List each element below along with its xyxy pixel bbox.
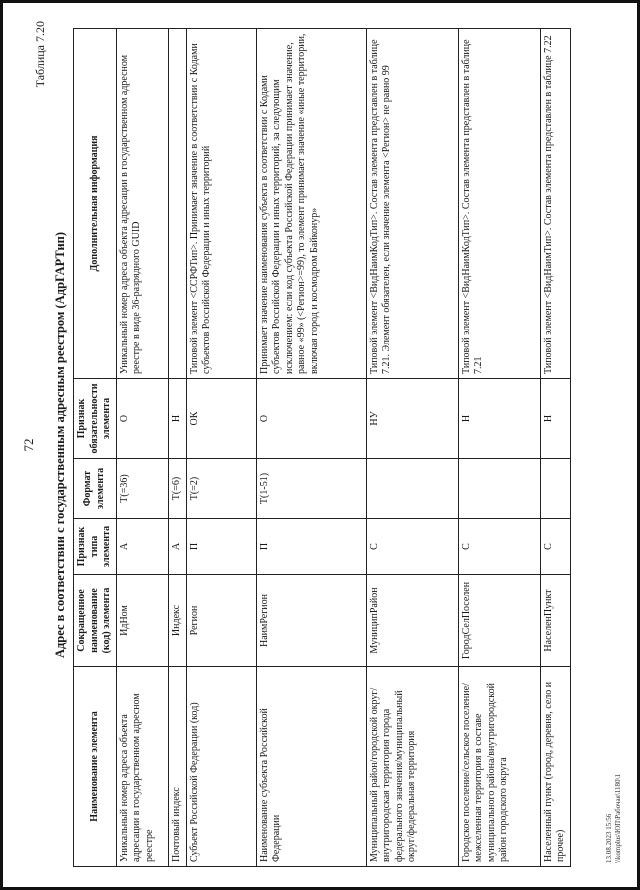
cell-format: [458, 459, 540, 519]
file-footnote: [605, 774, 623, 863]
table-row: [116, 29, 168, 867]
cell-code: МуниципРайон: [366, 575, 458, 667]
cell-format: T(=36): [116, 459, 168, 519]
cell-format: T(=2): [186, 459, 256, 519]
cell-format: [540, 459, 570, 519]
cell-required: ОК: [186, 379, 256, 459]
cell-info: Типовой элемент <ССРФТип>. Принимает значение в соответствии с Кодами субъектов Российской Федерации и иных территорий: [186, 29, 256, 379]
cell-info: Типовой элемент <ВидНаимКодТип>. Состав элемента представлен в таблице 7.21: [458, 29, 540, 379]
cell-info: Уникальный номер адреса объекта адресации в государственном адресном реестре в виде 36-разрядного GUID: [116, 29, 168, 379]
column-header: Дополнительная информация: [74, 29, 117, 379]
cell-format: T(1-51): [256, 459, 366, 519]
cell-type: С: [540, 519, 570, 575]
cell-name: Наименование субъекта Российской Федерации: [256, 667, 366, 867]
table-row: [458, 29, 540, 867]
table-row: [186, 29, 256, 867]
column-header: Наименование элемента: [74, 667, 117, 867]
footnote-timestamp: 13.08.2023 15:56: [604, 813, 613, 863]
cell-name: Населенный пункт (город, деревня, село и прочее): [540, 667, 570, 867]
cell-info: [168, 29, 186, 379]
cell-type: А: [116, 519, 168, 575]
cell-code: ИдНом: [116, 575, 168, 667]
cell-name: Городское поселение/сельское поселение/межселенная территория в составе муниципального района/внутригородской район городского округа: [458, 667, 540, 867]
element-table: [73, 28, 571, 867]
cell-required: О: [116, 379, 168, 459]
table-row: [540, 29, 570, 867]
cell-code: Индекс: [168, 575, 186, 667]
table-label: Таблица 7.20: [33, 21, 47, 88]
cell-name: Муниципальный район/городской округ/внутригородская территория города федерального значения/муниципальный округ/федеральная территория: [366, 667, 458, 867]
column-header: Признак типа элемента: [74, 519, 117, 575]
rotated-page: [15, 15, 625, 875]
page-number: 72: [21, 438, 36, 452]
cell-info: Типовой элемент <ВидНаимКодТип>. Состав элемента представлен в таблице 7.21. Элемент обязателен, если значение элемента <Регион> не равно 99: [366, 29, 458, 379]
table-row: [256, 29, 366, 867]
cell-required: Н: [458, 379, 540, 459]
cell-type: П: [186, 519, 256, 575]
cell-required: НУ: [366, 379, 458, 459]
column-header: Признак обязательности элемента: [74, 379, 117, 459]
table-row: [168, 29, 186, 867]
cell-type: А: [168, 519, 186, 575]
cell-info: Принимает значение наименования субъекта в соответствии с Кодами субъектов Российской Федерации и иных территорий, за следующим исключением: если код субъекта Российской Федерации принимает значение, равное «99» (<Регион>=99), то элемент принимает значение «иные территории, включая город и космодром Байконур»: [256, 29, 366, 379]
cell-code: НаселенПункт: [540, 575, 570, 667]
cell-format: [366, 459, 458, 519]
column-header: Формат элемента: [74, 459, 117, 519]
cell-name: Субъект Российской Федерации (код): [186, 667, 256, 867]
cell-info: Типовой элемент <ВидНаимТип>. Состав элемента представлен в таблице 7.22: [540, 29, 570, 379]
footnote-path: \\komplus\ЮП\Рабочая\1180\1: [613, 773, 622, 863]
cell-code: ГородСелПоселен: [458, 575, 540, 667]
cell-required: О: [256, 379, 366, 459]
table-header-row: [74, 29, 117, 867]
column-header: Сокращенное наименование (код) элемента: [74, 575, 117, 667]
cell-type: С: [458, 519, 540, 575]
cell-type: С: [366, 519, 458, 575]
cell-code: НаимРегион: [256, 575, 366, 667]
document-title: Адрес в соответствии с государственным адресным реестром (АдрГАРТип): [53, 231, 67, 659]
cell-required: Н: [168, 379, 186, 459]
cell-type: П: [256, 519, 366, 575]
table-row: [366, 29, 458, 867]
cell-required: Н: [540, 379, 570, 459]
cell-name: Почтовый индекс: [168, 667, 186, 867]
cell-name: Уникальный номер адреса объекта адресации в государственном адресном реестре: [116, 667, 168, 867]
cell-code: Регион: [186, 575, 256, 667]
cell-format: T(=6): [168, 459, 186, 519]
